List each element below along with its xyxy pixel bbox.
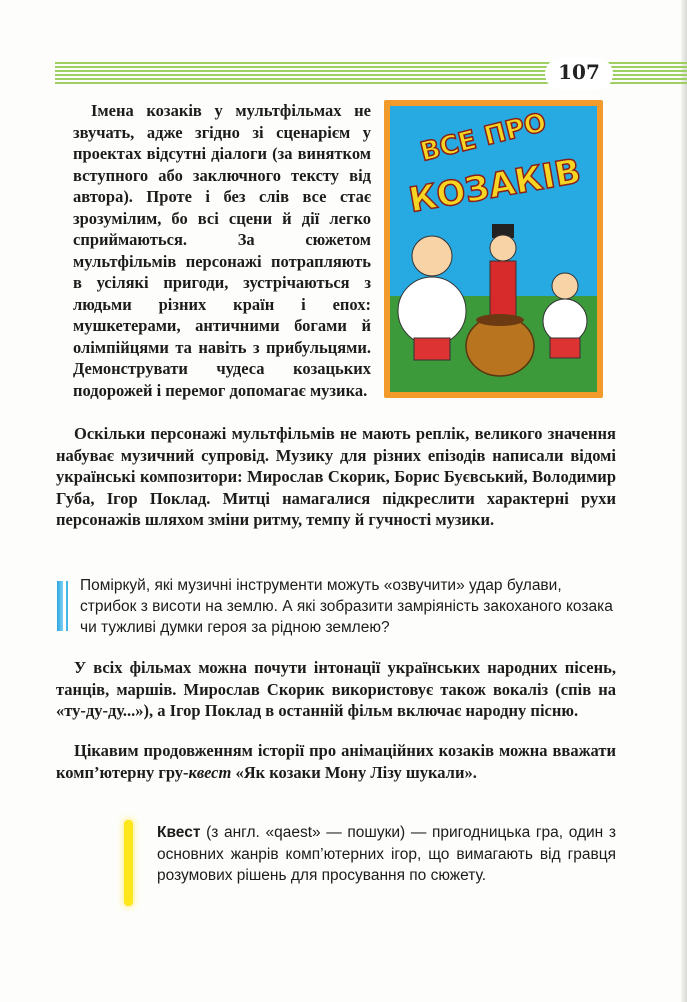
question-marker-bar [57, 581, 63, 631]
poster-title-line2: КОЗАКІВ [405, 151, 584, 221]
paragraph-quest-game [56, 740, 616, 783]
definition-text: (з англ. «qaest» — пошуки) — пригодницька гра, один з основних жанрів комп’ютерних ігор, що вимагають від гравця розумових рішень для просування по сюжету. [157, 824, 616, 884]
page-number: 107 [558, 60, 600, 84]
question-marker-line [66, 581, 68, 631]
question-box-text: Поміркуй, які музичні інструменти можуть «озвучити» удар булави, стрибок з висоти на землю. А які зобразити замріяність закоханого козака чи тужливі думки героя за рідною землею? [80, 577, 613, 636]
definition-box [157, 822, 616, 887]
paragraph-intro: Імена козаків у мультфільмах не звучать, адже згідно зі сценарієм у проектах відсутні діалоги (за винятком вступного або заключного тексту від автора). Проте і без слів все стає зрозумілим, бо всі сцени й дії легко сприймаються. За сюжетом мультфільмів персонажі потрапляють в усілякі пригоди, зустрічаються з людьми різних країн і епох: мушкетерами, античними богами й олімпійцями та навіть з прибульцями. Демонструвати чудеса козацьких подорожей і перемог допомагає музика. [73, 101, 371, 400]
definition-marker-bar [124, 820, 133, 906]
poster-title-line1: ВСЕ ПРО [417, 107, 550, 168]
cossack-center-icon [490, 224, 516, 321]
paragraph-music: Оскільки персонажі мультфільмів не мають реплік, великого значення набуває музичний супровід. Музику для різних епізодів написали відомі українські композитори: Мирослав Скорик, Борис Буєвський, Володимир Губа, Ігор Поклад. Митці намагалися підкреслити характерні рухи персонажів шляхом зміни ритму, темпу й гучності музики. [56, 424, 616, 529]
definition-term: Квест [157, 824, 201, 841]
page-edge-shadow [681, 0, 687, 1002]
quest-italic-word: квест [188, 762, 232, 782]
cartoon-poster-image [390, 106, 597, 392]
quest-text-start: Цікавим продовженням історії про анімаційних козаків можна вважати комп’ютерну гру- [56, 741, 616, 782]
paragraph-intonations: У всіх фільмах можна почути інтонації українських народних пісень, танців, маршів. Мирослав Скорик використовує також вокаліз (спів на «ту-ду-ду...»), а Ігор Поклад в останній фільм включає народну пісню. [56, 658, 616, 720]
quest-text-end: «Як козаки Мону Лізу шукали». [231, 762, 477, 782]
